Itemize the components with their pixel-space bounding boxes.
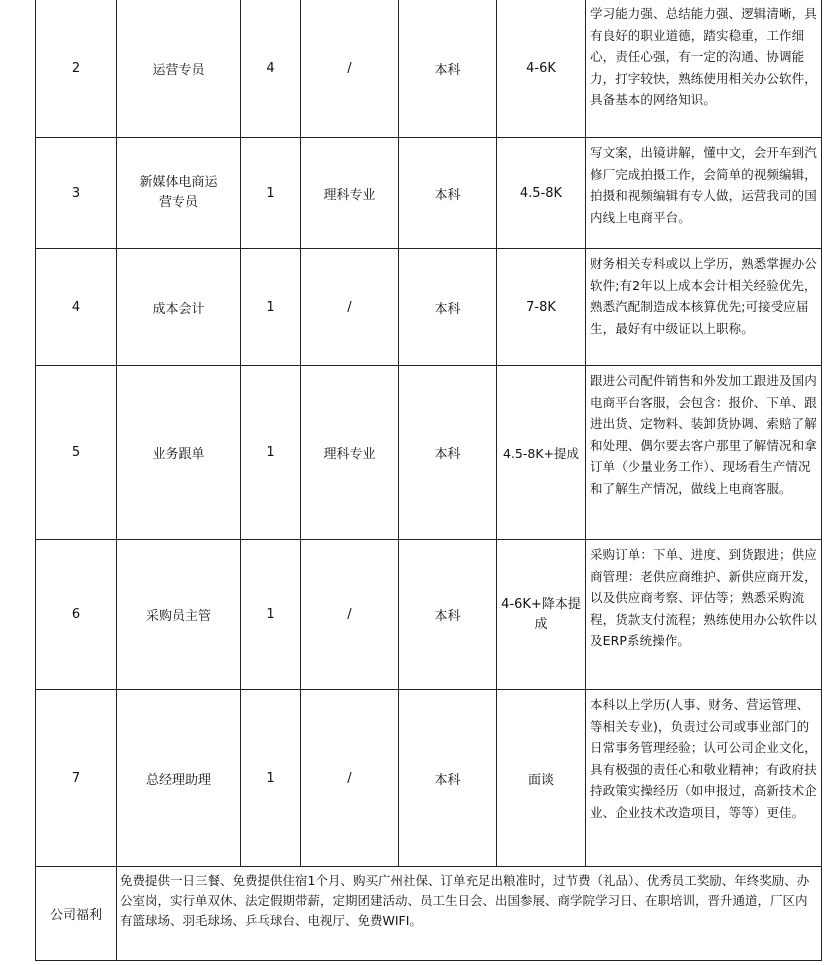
salary: 4-6K+降本提成 <box>497 540 586 690</box>
education: 本科 <box>399 0 497 138</box>
education: 本科 <box>399 366 497 540</box>
table-row <box>36 366 822 540</box>
requirements: 采购订单：下单、进度、到货跟进；供应商管理：老供应商维护、新供应商开发，以及供应商考察、评估等；熟悉采购流程，货款支付流程；熟练使用办公软件以及ERP系统操作。 <box>586 540 822 690</box>
position-name: 采购员主管 <box>117 540 241 690</box>
row-number: 5 <box>36 366 117 540</box>
requirements: 学习能力强、总结能力强、逻辑清晰，具有良好的职业道德，踏实稳重，工作细心，责任心强，有一定的沟通、协调能力，打字较快，熟练使用相关办公软件，具备基本的网络知识。 <box>586 0 822 138</box>
table-row <box>36 0 822 138</box>
row-number: 6 <box>36 540 117 690</box>
education: 本科 <box>399 690 497 867</box>
salary: 4-6K <box>497 0 586 138</box>
headcount: 1 <box>241 366 301 540</box>
major: / <box>301 540 399 690</box>
requirements: 财务相关专科或以上学历，熟悉掌握办公软件;有2年以上成本会计相关经验优先，熟悉汽配制造成本核算优先;可接受应届生，最好有中级证以上职称。 <box>586 249 822 366</box>
table-row <box>36 249 822 366</box>
headcount: 1 <box>241 249 301 366</box>
major: / <box>301 0 399 138</box>
major: / <box>301 249 399 366</box>
benefits-text: 免费提供一日三餐、免费提供住宿1个月、购买广州社保、订单充足出粮准时，过节费（礼品）、优秀员工奖励、年终奖励、办公室岗，实行单双休、法定假期带薪，定期团建活动、员工生日会、出国参展、商学院学习日、在职培训，晋升通道，厂区内有篮球场、羽毛球场、乒乓球台、电视厅、免费WIFI。 <box>117 867 822 961</box>
position-name: 运营专员 <box>117 0 241 138</box>
position-name: 总经理助理 <box>117 690 241 867</box>
headcount: 1 <box>241 138 301 249</box>
row-number: 4 <box>36 249 117 366</box>
position-name: 新媒体电商运营专员 <box>117 138 241 249</box>
headcount: 1 <box>241 540 301 690</box>
major: / <box>301 690 399 867</box>
headcount: 4 <box>241 0 301 138</box>
salary: 4.5-8K <box>497 138 586 249</box>
salary: 面谈 <box>497 690 586 867</box>
education: 本科 <box>399 249 497 366</box>
benefits-row <box>36 867 822 961</box>
row-number: 7 <box>36 690 117 867</box>
row-number: 2 <box>36 0 117 138</box>
salary: 7-8K <box>497 249 586 366</box>
headcount: 1 <box>241 690 301 867</box>
requirements: 跟进公司配件销售和外发加工跟进及国内电商平台客服，会包含：报价、下单、跟进出货、定物料、装卸货协调、索赔了解和处理、偶尔要去客户那里了解情况和拿订单（少量业务工作）、现场看生产情况和了解生产情况，做线上电商客服。 <box>586 366 822 540</box>
table-row <box>36 690 822 867</box>
job-openings-table <box>35 0 822 961</box>
major: 理科专业 <box>301 366 399 540</box>
requirements: 写文案，出镜讲解，懂中文，会开车到汽修厂完成拍摄工作，会简单的视频编辑，拍摄和视频编辑有专人做，运营我司的国内线上电商平台。 <box>586 138 822 249</box>
row-number: 3 <box>36 138 117 249</box>
education: 本科 <box>399 138 497 249</box>
salary: 4.5-8K+提成 <box>497 366 586 540</box>
position-name: 业务跟单 <box>117 366 241 540</box>
education: 本科 <box>399 540 497 690</box>
table-row <box>36 138 822 249</box>
requirements: 本科以上学历(人事、财务、营运管理、等相关专业)，负责过公司或事业部门的日常事务管理经验；认可公司企业文化，具有极强的责任心和敬业精神；有政府扶持政策实操经历（如申报过，高新技术企业、企业技术改造项目，等等）更佳。 <box>586 690 822 867</box>
major: 理科专业 <box>301 138 399 249</box>
benefits-label: 公司福利 <box>36 867 117 961</box>
table-row <box>36 540 822 690</box>
position-name: 成本会计 <box>117 249 241 366</box>
